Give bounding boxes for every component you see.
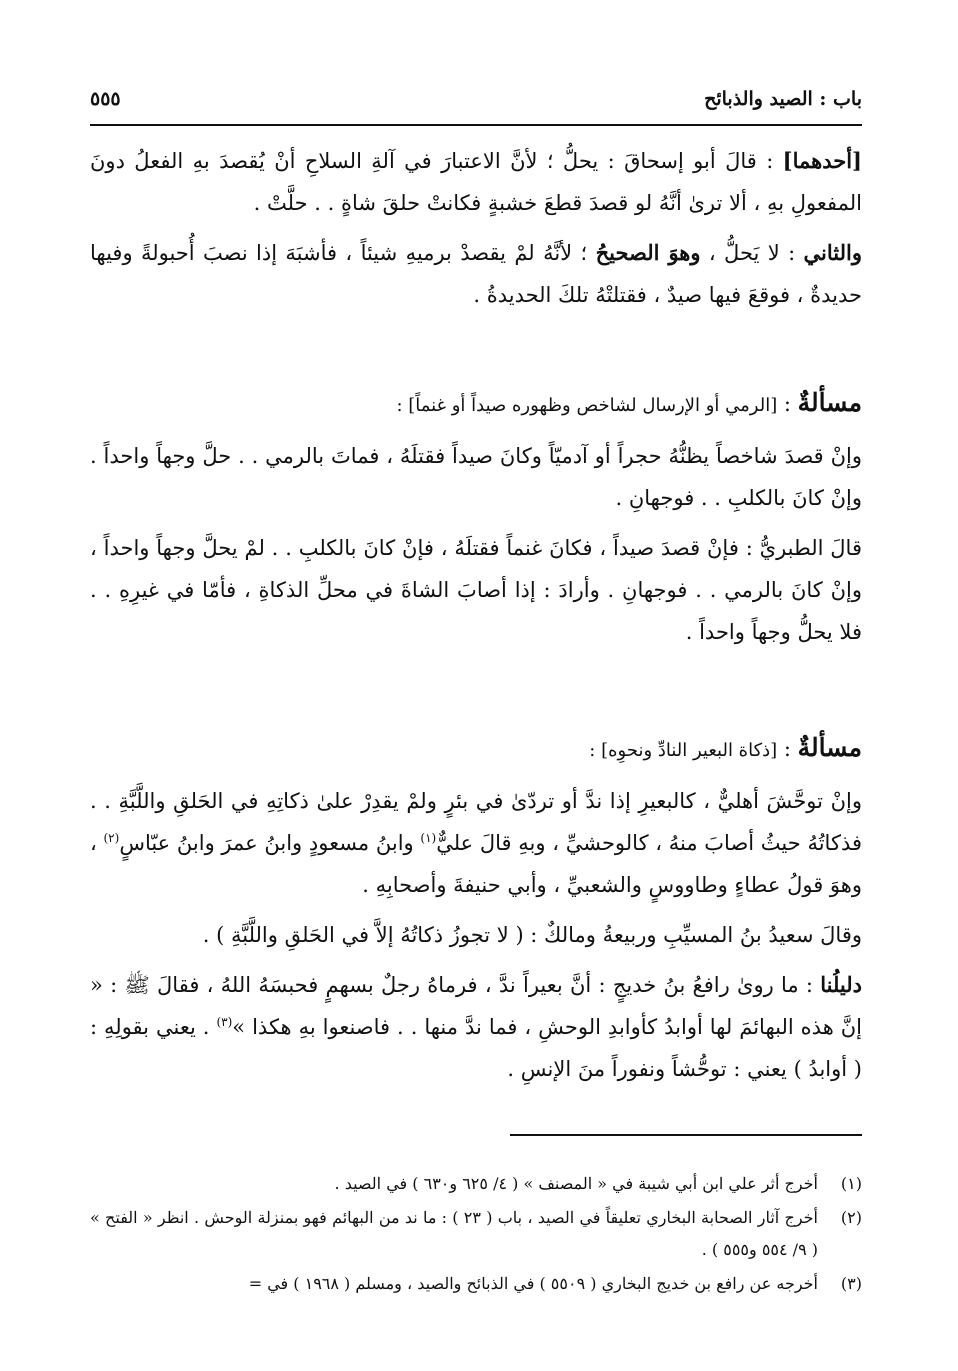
feral-text-c: ، وهوَ قولُ عطاءٍ وطاووسٍ والشعبيِّ ، وأبي حنيفةَ وأصحابِهِ . xyxy=(90,831,862,897)
section-masala-1 xyxy=(90,382,862,653)
page-header xyxy=(90,88,862,118)
second-view-correct: وهوَ الصحيحُ xyxy=(595,240,701,265)
footnote-ref-3[interactable]: (٣) xyxy=(216,1015,233,1029)
footnotes xyxy=(90,1168,862,1302)
evidence-lead: دليلُنا xyxy=(820,972,862,997)
footnote-text: أخرج آثار الصحابة البخاري تعليقاً في الصيد ، باب ( ٢٣ ) : ما ند من البهائم فهو بمنزلة الوحش . انظر « الفتح » ( ٩/ ٥٥٤ و٥٥٥ ) . xyxy=(90,1208,818,1259)
footnote-item xyxy=(90,1268,862,1300)
paragraph-shakhis: وإنْ قصدَ شاخصاً يظنُّهُ حجراً أو آدميّاً وكانَ صيداً فقتلَهُ ، فماتَ بالرمي . . حلَّ وجهاً واحداً . وإنْ كانَ بالكلبِ . . فوجهانِ . xyxy=(90,444,862,510)
section-masala-2 xyxy=(90,727,862,1090)
masala-subtitle: [الرمي أو الإرسال لشاخص وظهوره صيداً أو غنماً] : xyxy=(396,395,778,416)
page-number: ٥٥٥ xyxy=(90,88,121,110)
masala-colon: : xyxy=(777,392,798,416)
paragraph-evidence xyxy=(90,964,862,1090)
feral-text-b: وابنُ مسعودٍ وابنُ عمرَ وابنُ عبّاسٍ xyxy=(119,831,421,855)
paragraph-second-view xyxy=(90,232,862,316)
second-view-lead: والثاني xyxy=(803,240,862,265)
evidence-text-b: . يعني بقولِهِ : ( أوابدُ ) يعني : توحُّشاً ونفوراً منَ الإنسِ . xyxy=(90,1015,862,1081)
header-divider xyxy=(90,124,862,126)
footnote-divider xyxy=(510,1134,862,1136)
footnote-text: أخرجه عن رافع بن خديج البخاري ( ٥٥٠٩ ) في الذبائح والصيد ، ومسلم ( ١٩٦٨ ) في = xyxy=(248,1274,818,1293)
footnote-number: (٣) xyxy=(840,1274,862,1293)
masala-label: مسألةٌ xyxy=(797,388,862,417)
masala-label: مسألةٌ xyxy=(797,733,862,762)
feral-text-a: وإنْ توحَّشَ أهليٌّ ، كالبعيرِ إذا ندَّ أو تردّىٰ في بئرٍ ولمْ يقدِرْ علىٰ ذكاتِهِ في الحَلقِ واللَّبَّةِ . . فذكاتُهُ حيثُ أصابَ منهُ ، كالوحشيِّ ، وبهِ قالَ عليٌّ xyxy=(90,789,863,855)
masala-heading-1 xyxy=(90,382,862,427)
footnote-text: أخرج أثر علي ابن أبي شيبة في « المصنف » ( ٤/ ٦٢٥ و٦٣٠ ) في الصيد . xyxy=(334,1174,818,1193)
second-view-text-c: ؛ لأنَّهُ لمْ يقصدْ برميهِ شيئاً ، فأشبَهَ إذا نصبَ أُحبولةً وفيها حديدةٌ ، فوقعَ فيها صيدٌ ، فقتلتْهُ تلكَ الحديدةُ . xyxy=(90,241,862,307)
evidence-text-a: : ما روىٰ رافعُ بنُ خديجٍ : أنَّ بعيراً ندَّ ، فرماهُ رجلٌ بسهمٍ فحبسَهُ اللهُ ، فقالَ ﷺ : « إنَّ هذه البهائمَ لها أوابدُ كأوابدِ الوحشِ ، فما ندَّ منها . . فاصنعوا بهِ هكذا » xyxy=(90,973,862,1039)
masala-colon: : xyxy=(777,737,798,761)
footnote-number: (١) xyxy=(840,1174,862,1193)
second-view-text-a: : لا يَحلُّ ، xyxy=(700,241,804,265)
footnote-ref-1[interactable]: (١) xyxy=(420,831,437,845)
first-view-text: : قالَ أبو إسحاقَ : يحلُّ ؛ لأنَّ الاعتبارَ في آلةِ السلاحِ أنْ يُقصدَ بهِ الفعلُ دونَ المفعولِ بهِ ، ألا ترىٰ أنَّهُ لو قصدَ قطعَ خشبةٍ فكانتْ حلقَ شاةٍ . . حلَّتْ . xyxy=(90,149,862,215)
chapter-title: باب : الصيد والذبائح xyxy=(704,88,862,110)
main-text xyxy=(90,140,862,316)
paragraph-first-view xyxy=(90,140,862,224)
footnote-item xyxy=(90,1202,862,1266)
paragraph-tabari: قالَ الطبريُّ : فإنْ قصدَ صيداً ، فكانَ غنماً فقتلَهُ ، فإنْ كانَ بالكلبِ . . لمْ يحلَّ وجهاً واحداً ، وإنْ كانَ بالرمي . . فوجهانِ . وأرادَ : إذا أصابَ الشاةَ في محلِّ الذكاةِ ، فأمّا في غيرِهِ . . فلا يحلُّ وجهاً واحداً . xyxy=(90,536,862,644)
paragraph-feral-camel xyxy=(90,780,862,906)
paragraph-said: وقالَ سعيدُ بنُ المسيِّبِ وربيعةُ ومالكٌ : ( لا تجوزُ ذكاتُهُ إلاَّ في الحَلقِ واللَّبَّةِ ) . xyxy=(202,923,862,947)
masala-subtitle: [ذكاة البعير النادِّ ونحوِه] : xyxy=(589,740,778,761)
footnote-number: (٢) xyxy=(840,1208,862,1227)
first-view-lead: [أحدهما] xyxy=(782,148,862,173)
footnote-item xyxy=(90,1168,862,1200)
masala-heading-2 xyxy=(90,727,862,772)
footnote-ref-2[interactable]: (٢) xyxy=(103,831,120,845)
